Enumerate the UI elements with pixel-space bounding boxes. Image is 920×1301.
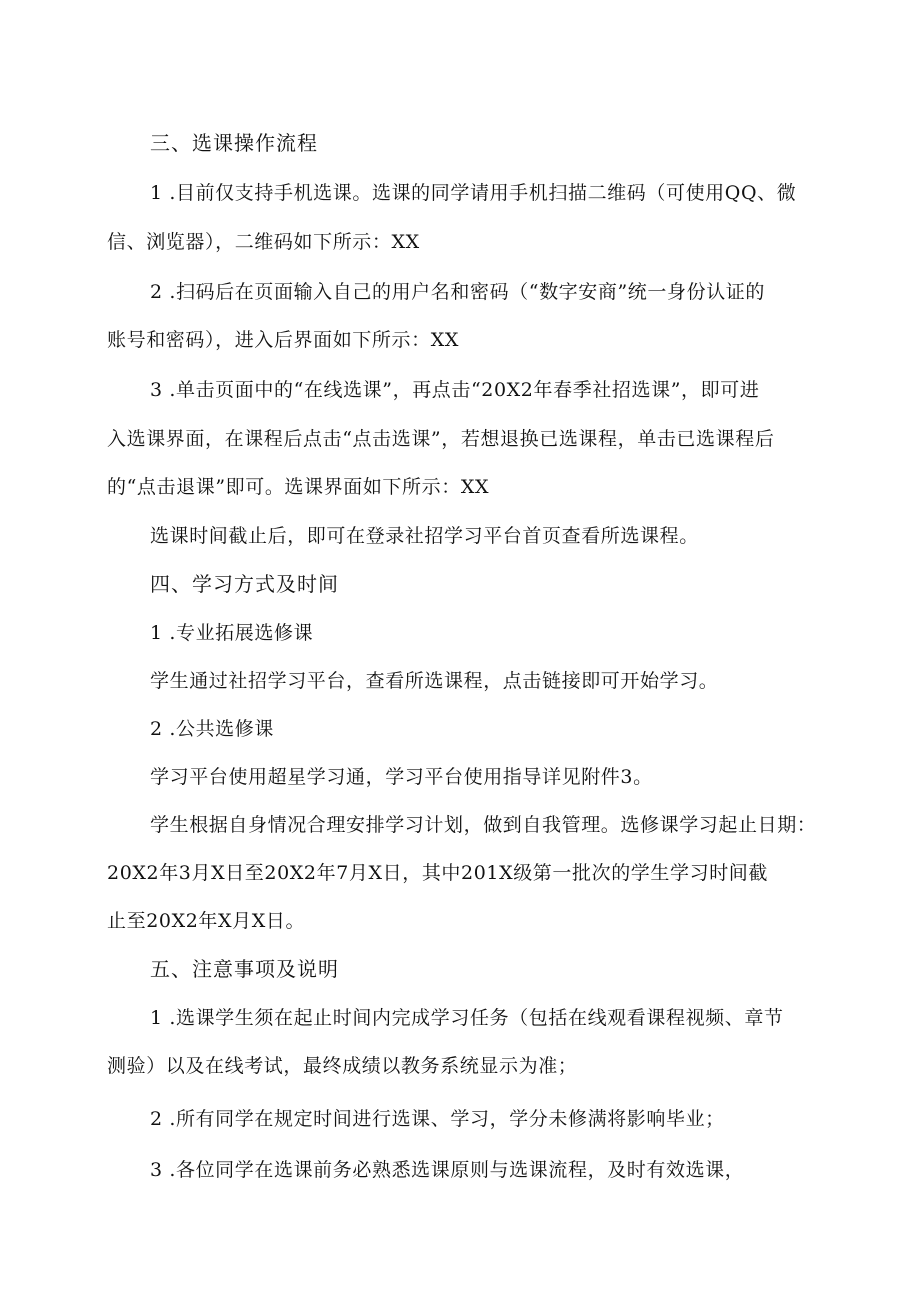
section-4-item-1-title: 1 .专业拓展选修课 [150,622,314,644]
section-3-note: 选课时间截止后，即可在登录社招学习平台首页查看所选课程。 [150,525,699,547]
section-3-item-1-line-2: 信、浏览器），二维码如下所示：XX [107,231,420,253]
section-4-plan-line-1: 学生根据自身情况合理安排学习计划，做到自我管理。选修课学习起止日期： [150,814,817,836]
section-5-item-1-line-2: 测验）以及在线考试，最终成绩以教务系统显示为准； [107,1055,578,1077]
section-4-plan-line-2: 20X2年3月X日至20X2年7月X日，其中201X级第一批次的学生学习时间截 [107,862,769,884]
section-4-item-2-title: 2 .公共选修课 [150,718,274,740]
section-3-item-3-line-1: 3 .单击页面中的“在线选课”，再点击“20X2年春季社招选课”，即可进 [150,379,760,401]
section-5-item-3: 3 .各位同学在选课前务必熟悉选课原则与选课流程，及时有效选课， [150,1159,745,1181]
section-4-item-2-text: 学习平台使用超星学习通，学习平台使用指导详见附件3。 [150,766,653,788]
section-4-heading: 四、学习方式及时间 [150,572,339,596]
section-3-item-2-line-2: 账号和密码），进入后界面如下所示：XX [107,329,459,351]
section-4-item-1-text: 学生通过社招学习平台，查看所选课程，点击链接即可开始学习。 [150,670,719,692]
section-5-item-1-line-1: 1 .选课学生须在起止时间内完成学习任务（包括在线观看课程视频、章节 [150,1007,784,1029]
section-3-item-3-line-2: 入选课界面，在课程后点击“点击选课”，若想退换已选课程，单击已选课程后 [107,428,775,450]
section-3-item-3-line-3: 的“点击退课”即可。选课界面如下所示：XX [107,476,490,498]
section-3-item-2-line-1: 2 .扫码后在页面输入自己的用户名和密码（“数字安商”统一身份认证的 [150,281,765,303]
section-5-item-2: 2 .所有同学在规定时间进行选课、学习，学分未修满将影响毕业； [150,1108,725,1130]
section-4-plan-line-3: 止至20X2年X月X日。 [107,910,306,932]
section-3-heading: 三、选课操作流程 [150,131,318,155]
section-5-heading: 五、注意事项及说明 [150,957,339,981]
section-3-item-1-line-1: 1 .目前仅支持手机选课。选课的同学请用手机扫描二维码（可使用QQ、微 [150,182,797,204]
